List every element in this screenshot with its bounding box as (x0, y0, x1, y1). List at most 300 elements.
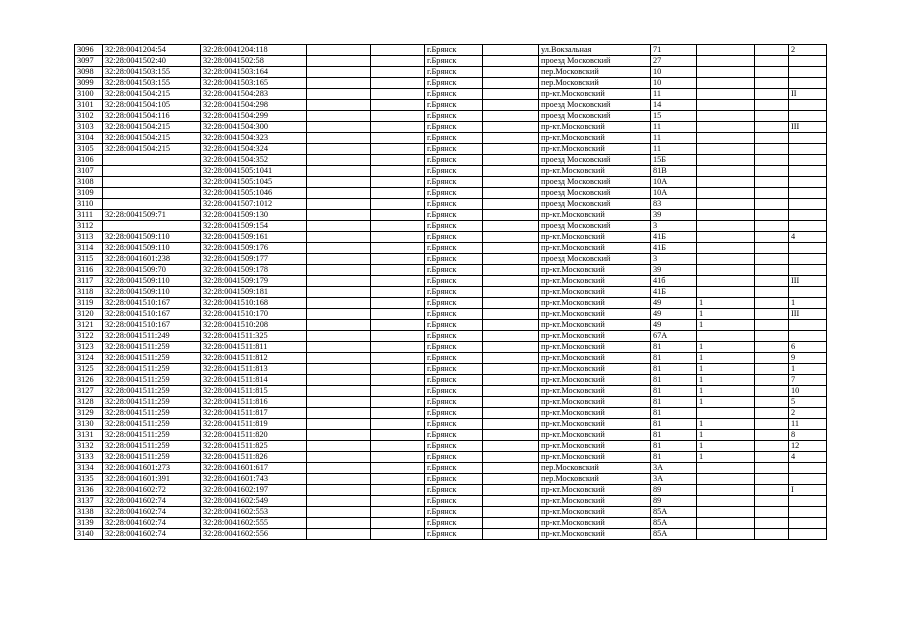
table-row (75, 441, 827, 452)
cell-col-12 (789, 221, 827, 232)
cell-street: пр-кт.Московский (539, 133, 651, 144)
table-row (75, 254, 827, 265)
cell-col-12 (789, 56, 827, 67)
cell-cadastral-quarter: 32:28:0041510:167 (103, 320, 201, 331)
cell-col-7 (483, 243, 539, 254)
cell-cadastral-quarter (103, 166, 201, 177)
cell-col-11 (755, 518, 789, 529)
cell-street: пер.Московский (539, 67, 651, 78)
cell-city: г.Брянск (425, 419, 483, 430)
cell-col-4 (307, 155, 371, 166)
cell-col-10 (697, 485, 755, 496)
cell-cadastral-number: 32:28:0041204:118 (201, 45, 307, 56)
cell-col-5 (371, 342, 425, 353)
cell-col-10 (697, 155, 755, 166)
cell-col-12 (789, 474, 827, 485)
cell-cadastral-quarter: 32:28:0041511:259 (103, 430, 201, 441)
cell-house: 81 (651, 430, 697, 441)
cell-house: 85А (651, 518, 697, 529)
cell-cadastral-number: 32:28:0041504:324 (201, 144, 307, 155)
cell-col-5 (371, 265, 425, 276)
cell-cadastral-quarter: 32:28:0041509:110 (103, 243, 201, 254)
cell-street: ул.Вокзальная (539, 45, 651, 56)
cell-col-4 (307, 397, 371, 408)
cell-street: пр-кт.Московский (539, 320, 651, 331)
cell-col-12: 4 (789, 452, 827, 463)
cell-cadastral-number: 32:28:0041511:817 (201, 408, 307, 419)
cell-house: 41б (651, 276, 697, 287)
cell-city: г.Брянск (425, 386, 483, 397)
cell-col-11 (755, 419, 789, 430)
cell-col-4 (307, 100, 371, 111)
cell-cadastral-number: 32:28:0041505:1041 (201, 166, 307, 177)
cell-city: г.Брянск (425, 518, 483, 529)
cell-col-7 (483, 188, 539, 199)
table-row (75, 309, 827, 320)
cell-street: пер.Московский (539, 463, 651, 474)
cell-col-5 (371, 397, 425, 408)
table-row (75, 56, 827, 67)
cell-col-10 (697, 100, 755, 111)
cell-col-12 (789, 210, 827, 221)
cell-col-12: 2 (789, 408, 827, 419)
cell-cadastral-quarter: 32:28:0041503:155 (103, 67, 201, 78)
cell-row-number: 3119 (75, 298, 103, 309)
cell-col-4 (307, 122, 371, 133)
cell-col-10 (697, 474, 755, 485)
cell-row-number: 3126 (75, 375, 103, 386)
cell-col-7 (483, 386, 539, 397)
cell-street: пр-кт.Московский (539, 529, 651, 540)
cell-house: 49 (651, 298, 697, 309)
cell-cadastral-number: 32:28:0041503:164 (201, 67, 307, 78)
cell-col-10 (697, 496, 755, 507)
cell-cadastral-number: 32:28:0041509:161 (201, 232, 307, 243)
cell-city: г.Брянск (425, 485, 483, 496)
cell-cadastral-quarter (103, 199, 201, 210)
cell-col-7 (483, 375, 539, 386)
cell-col-4 (307, 199, 371, 210)
cell-street: пр-кт.Московский (539, 166, 651, 177)
cell-street: пр-кт.Московский (539, 375, 651, 386)
cell-house: 39 (651, 210, 697, 221)
cell-cadastral-quarter: 32:28:0041503:155 (103, 78, 201, 89)
cell-street: пр-кт.Московский (539, 364, 651, 375)
cell-col-11 (755, 111, 789, 122)
cell-city: г.Брянск (425, 397, 483, 408)
table-row (75, 419, 827, 430)
cell-cadastral-number: 32:28:0041602:555 (201, 518, 307, 529)
cell-col-12: 6 (789, 342, 827, 353)
table-body (75, 45, 827, 540)
cell-row-number: 3101 (75, 100, 103, 111)
cell-col-5 (371, 386, 425, 397)
cell-row-number: 3113 (75, 232, 103, 243)
cell-col-4 (307, 298, 371, 309)
cell-house: 81 (651, 353, 697, 364)
cell-row-number: 3103 (75, 122, 103, 133)
cell-city: г.Брянск (425, 155, 483, 166)
cell-col-5 (371, 45, 425, 56)
cell-col-12 (789, 320, 827, 331)
cell-row-number: 3124 (75, 353, 103, 364)
cell-col-7 (483, 331, 539, 342)
cell-col-7 (483, 430, 539, 441)
cell-cadastral-number: 32:28:0041511:811 (201, 342, 307, 353)
cell-cadastral-number: 32:28:0041601:743 (201, 474, 307, 485)
cell-col-5 (371, 364, 425, 375)
cell-col-11 (755, 232, 789, 243)
cell-col-7 (483, 342, 539, 353)
table-row (75, 485, 827, 496)
table-row (75, 430, 827, 441)
cell-col-11 (755, 298, 789, 309)
cell-street: пр-кт.Московский (539, 265, 651, 276)
table-row (75, 177, 827, 188)
cell-street: проезд Московский (539, 221, 651, 232)
cell-cadastral-number: 32:28:0041504:298 (201, 100, 307, 111)
cell-cadastral-quarter: 32:28:0041502:40 (103, 56, 201, 67)
cell-col-4 (307, 133, 371, 144)
cell-house: 14 (651, 100, 697, 111)
cell-col-12 (789, 67, 827, 78)
cell-col-4 (307, 419, 371, 430)
cell-cadastral-number: 32:28:0041510:208 (201, 320, 307, 331)
cell-cadastral-quarter: 32:28:0041511:259 (103, 353, 201, 364)
cell-city: г.Брянск (425, 331, 483, 342)
cell-col-4 (307, 67, 371, 78)
cell-street: пр-кт.Московский (539, 419, 651, 430)
table-row (75, 100, 827, 111)
cell-city: г.Брянск (425, 298, 483, 309)
cell-row-number: 3109 (75, 188, 103, 199)
table-row (75, 133, 827, 144)
cell-house: 39 (651, 265, 697, 276)
cell-col-4 (307, 386, 371, 397)
cell-col-7 (483, 155, 539, 166)
cell-col-5 (371, 474, 425, 485)
cell-col-10: 1 (697, 386, 755, 397)
cell-cadastral-number: 32:28:0041505:1045 (201, 177, 307, 188)
cell-col-10 (697, 287, 755, 298)
cell-col-11 (755, 67, 789, 78)
cell-col-11 (755, 364, 789, 375)
cell-street: проезд Московский (539, 188, 651, 199)
cell-col-11 (755, 485, 789, 496)
table-row (75, 232, 827, 243)
cell-street: пр-кт.Московский (539, 386, 651, 397)
cell-street: проезд Московский (539, 155, 651, 166)
cell-col-10: 1 (697, 375, 755, 386)
cell-col-7 (483, 474, 539, 485)
cell-col-10: 1 (697, 364, 755, 375)
cell-col-5 (371, 309, 425, 320)
cell-col-4 (307, 364, 371, 375)
cell-col-7 (483, 419, 539, 430)
cell-row-number: 3138 (75, 507, 103, 518)
cell-col-12 (789, 507, 827, 518)
cell-street: пр-кт.Московский (539, 309, 651, 320)
cell-cadastral-number: 32:28:0041509:181 (201, 287, 307, 298)
cell-col-12: I (789, 485, 827, 496)
cell-house: 81 (651, 397, 697, 408)
cell-city: г.Брянск (425, 89, 483, 100)
cell-col-11 (755, 331, 789, 342)
cell-street: проезд Московский (539, 100, 651, 111)
cell-col-4 (307, 144, 371, 155)
cell-row-number: 3105 (75, 144, 103, 155)
cell-col-12 (789, 78, 827, 89)
cell-row-number: 3111 (75, 210, 103, 221)
cell-cadastral-quarter: 32:28:0041601:391 (103, 474, 201, 485)
cell-row-number: 3132 (75, 441, 103, 452)
cell-cadastral-number: 32:28:0041511:825 (201, 441, 307, 452)
cell-col-4 (307, 265, 371, 276)
cell-cadastral-quarter: 32:28:0041511:259 (103, 419, 201, 430)
cell-col-4 (307, 276, 371, 287)
cell-col-5 (371, 199, 425, 210)
cell-row-number: 3121 (75, 320, 103, 331)
cell-col-5 (371, 463, 425, 474)
cell-col-12 (789, 463, 827, 474)
cell-col-11 (755, 276, 789, 287)
cell-col-10 (697, 518, 755, 529)
cell-city: г.Брянск (425, 100, 483, 111)
cell-col-4 (307, 430, 371, 441)
cell-col-12: 7 (789, 375, 827, 386)
cell-row-number: 3118 (75, 287, 103, 298)
cell-city: г.Брянск (425, 254, 483, 265)
cell-col-4 (307, 408, 371, 419)
cell-col-10 (697, 78, 755, 89)
cell-col-7 (483, 397, 539, 408)
cell-col-11 (755, 474, 789, 485)
cell-cadastral-quarter: 32:28:0041601:273 (103, 463, 201, 474)
cell-col-10 (697, 56, 755, 67)
table-row (75, 496, 827, 507)
cell-col-4 (307, 232, 371, 243)
cell-street: пр-кт.Московский (539, 485, 651, 496)
cell-col-5 (371, 133, 425, 144)
cell-row-number: 3134 (75, 463, 103, 474)
cell-col-7 (483, 199, 539, 210)
cell-row-number: 3110 (75, 199, 103, 210)
cell-col-11 (755, 397, 789, 408)
cell-house: 81 (651, 375, 697, 386)
cell-col-5 (371, 221, 425, 232)
cell-col-11 (755, 441, 789, 452)
cell-city: г.Брянск (425, 463, 483, 474)
cell-city: г.Брянск (425, 364, 483, 375)
cell-house: 89 (651, 485, 697, 496)
cell-col-10 (697, 45, 755, 56)
cell-cadastral-number: 32:28:0041511:325 (201, 331, 307, 342)
cell-cadastral-quarter: 32:28:0041509:110 (103, 232, 201, 243)
cell-cadastral-quarter: 32:28:0041504:215 (103, 144, 201, 155)
cell-col-4 (307, 485, 371, 496)
cell-col-11 (755, 56, 789, 67)
cell-col-4 (307, 309, 371, 320)
cell-cadastral-number: 32:28:0041511:819 (201, 419, 307, 430)
cell-row-number: 3123 (75, 342, 103, 353)
cell-cadastral-number: 32:28:0041511:812 (201, 353, 307, 364)
cell-col-12: II (789, 89, 827, 100)
cell-cadastral-number: 32:28:0041504:323 (201, 133, 307, 144)
cell-house: 85А (651, 529, 697, 540)
cell-row-number: 3104 (75, 133, 103, 144)
cell-col-5 (371, 232, 425, 243)
cell-col-10 (697, 254, 755, 265)
cadastral-register-table (74, 44, 827, 540)
table-row (75, 529, 827, 540)
cell-col-4 (307, 452, 371, 463)
cell-row-number: 3133 (75, 452, 103, 463)
cell-col-11 (755, 287, 789, 298)
cell-street: пр-кт.Московский (539, 287, 651, 298)
cell-col-5 (371, 430, 425, 441)
cell-street: пр-кт.Московский (539, 430, 651, 441)
cell-col-11 (755, 243, 789, 254)
table-row (75, 221, 827, 232)
cell-col-5 (371, 320, 425, 331)
cell-col-12: 11 (789, 419, 827, 430)
cell-col-5 (371, 529, 425, 540)
cell-city: г.Брянск (425, 529, 483, 540)
cell-col-7 (483, 100, 539, 111)
cell-col-7 (483, 78, 539, 89)
cell-street: пер.Московский (539, 474, 651, 485)
cell-house: 81В (651, 166, 697, 177)
cell-col-12 (789, 155, 827, 166)
table-row (75, 111, 827, 122)
table-row (75, 89, 827, 100)
cell-col-12 (789, 518, 827, 529)
cell-col-7 (483, 298, 539, 309)
cell-house: 83 (651, 199, 697, 210)
cell-city: г.Брянск (425, 111, 483, 122)
cell-col-7 (483, 254, 539, 265)
cell-col-10 (697, 111, 755, 122)
cell-col-5 (371, 518, 425, 529)
cell-cadastral-quarter: 32:28:0041504:215 (103, 122, 201, 133)
cell-col-7 (483, 133, 539, 144)
cell-col-4 (307, 320, 371, 331)
cell-col-12: 9 (789, 353, 827, 364)
cell-row-number: 3127 (75, 386, 103, 397)
cell-city: г.Брянск (425, 78, 483, 89)
cell-house: 81 (651, 386, 697, 397)
cell-cadastral-quarter: 32:28:0041602:74 (103, 518, 201, 529)
cell-col-7 (483, 265, 539, 276)
cell-row-number: 3139 (75, 518, 103, 529)
cell-col-12: 2 (789, 45, 827, 56)
cell-col-10 (697, 177, 755, 188)
cell-cadastral-quarter: 32:28:0041510:167 (103, 298, 201, 309)
cell-city: г.Брянск (425, 221, 483, 232)
cell-cadastral-quarter: 32:28:0041602:72 (103, 485, 201, 496)
table-row (75, 155, 827, 166)
cell-col-10 (697, 331, 755, 342)
cell-col-5 (371, 408, 425, 419)
table-row (75, 364, 827, 375)
cell-col-5 (371, 166, 425, 177)
cell-col-11 (755, 309, 789, 320)
cell-row-number: 3140 (75, 529, 103, 540)
cell-city: г.Брянск (425, 496, 483, 507)
cell-cadastral-number: 32:28:0041511:826 (201, 452, 307, 463)
cell-city: г.Брянск (425, 287, 483, 298)
cell-city: г.Брянск (425, 210, 483, 221)
cell-col-5 (371, 155, 425, 166)
table-row (75, 397, 827, 408)
table-row (75, 452, 827, 463)
cell-col-4 (307, 177, 371, 188)
table-row (75, 298, 827, 309)
table-row (75, 375, 827, 386)
cell-col-7 (483, 485, 539, 496)
cell-col-12: 12 (789, 441, 827, 452)
cell-house: 71 (651, 45, 697, 56)
table-row (75, 265, 827, 276)
cell-col-12 (789, 144, 827, 155)
cell-col-12 (789, 243, 827, 254)
cell-cadastral-number: 32:28:0041602:556 (201, 529, 307, 540)
cell-street: проезд Московский (539, 254, 651, 265)
cell-street: пр-кт.Московский (539, 144, 651, 155)
cell-col-5 (371, 496, 425, 507)
cell-col-11 (755, 507, 789, 518)
cell-col-4 (307, 518, 371, 529)
cell-street: проезд Московский (539, 177, 651, 188)
cell-row-number: 3100 (75, 89, 103, 100)
cell-row-number: 3108 (75, 177, 103, 188)
cell-city: г.Брянск (425, 133, 483, 144)
cell-house: 10 (651, 78, 697, 89)
cell-col-5 (371, 507, 425, 518)
cell-col-10 (697, 529, 755, 540)
cell-cadastral-number: 32:28:0041502:58 (201, 56, 307, 67)
cell-col-10: 1 (697, 342, 755, 353)
cell-house: 10 (651, 67, 697, 78)
cell-cadastral-quarter: 32:28:0041509:70 (103, 265, 201, 276)
cell-col-12: 10 (789, 386, 827, 397)
cell-city: г.Брянск (425, 320, 483, 331)
cell-col-4 (307, 243, 371, 254)
table-row (75, 518, 827, 529)
cell-cadastral-quarter (103, 221, 201, 232)
cell-row-number: 3098 (75, 67, 103, 78)
cell-cadastral-quarter: 32:28:0041509:110 (103, 276, 201, 287)
cell-col-12 (789, 287, 827, 298)
cell-col-5 (371, 111, 425, 122)
cell-cadastral-number: 32:28:0041505:1046 (201, 188, 307, 199)
cell-col-11 (755, 342, 789, 353)
cell-col-7 (483, 144, 539, 155)
table-row (75, 144, 827, 155)
table-row (75, 243, 827, 254)
cell-col-5 (371, 78, 425, 89)
cell-row-number: 3106 (75, 155, 103, 166)
table-row (75, 353, 827, 364)
cell-col-11 (755, 188, 789, 199)
cell-col-10 (697, 408, 755, 419)
cell-col-7 (483, 309, 539, 320)
cell-house: 41Б (651, 232, 697, 243)
cell-house: 49 (651, 309, 697, 320)
cell-col-4 (307, 287, 371, 298)
cell-city: г.Брянск (425, 507, 483, 518)
cell-col-12 (789, 111, 827, 122)
